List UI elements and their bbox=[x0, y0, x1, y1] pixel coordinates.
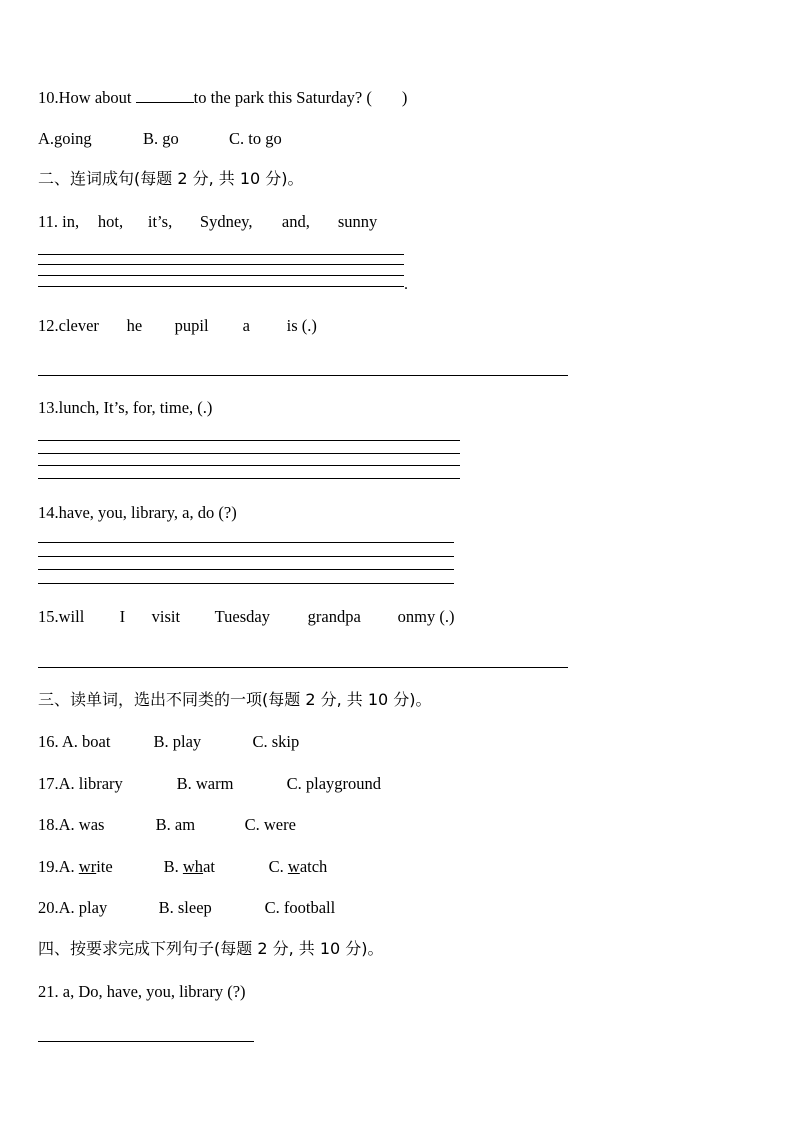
word: Tuesday bbox=[214, 607, 270, 626]
sentence-end-dot: . bbox=[404, 276, 408, 293]
question-14 bbox=[38, 503, 237, 523]
word: Sydney, bbox=[199, 212, 253, 231]
question-number: 13. bbox=[38, 398, 59, 417]
option-b: B. what bbox=[163, 857, 215, 876]
question-13 bbox=[38, 398, 212, 418]
question-number: 10. bbox=[38, 88, 59, 107]
answer-line[interactable] bbox=[38, 583, 454, 584]
option-b: B. go bbox=[143, 129, 179, 148]
word: clever bbox=[58, 316, 99, 335]
option-c: C. watch bbox=[268, 857, 328, 876]
question-number: 17. bbox=[38, 774, 59, 793]
word: onmy (.) bbox=[397, 607, 455, 626]
question-16 bbox=[38, 732, 299, 752]
answer-line[interactable] bbox=[38, 275, 404, 276]
word: pupil bbox=[174, 316, 209, 335]
word: sunny bbox=[337, 212, 378, 231]
answer-line[interactable] bbox=[38, 286, 404, 287]
question-number: 16 bbox=[38, 732, 55, 751]
answer-line[interactable] bbox=[38, 556, 454, 557]
question-number: 19. bbox=[38, 857, 59, 876]
word: it’s, bbox=[147, 212, 173, 231]
option-b: B. play bbox=[153, 732, 202, 751]
question-17 bbox=[38, 774, 381, 794]
question-18 bbox=[38, 815, 296, 835]
option-c: C. football bbox=[264, 898, 336, 917]
question-text-post: to the park this Saturday? ( bbox=[193, 88, 372, 107]
option-b: B. sleep bbox=[158, 898, 212, 917]
option-b: B. am bbox=[155, 815, 196, 834]
answer-line[interactable] bbox=[38, 542, 454, 543]
question-text: lunch, It’s, for, time, (.) bbox=[58, 398, 213, 417]
question-10-options bbox=[38, 129, 282, 149]
question-text: . a, Do, have, you, library (?) bbox=[54, 982, 246, 1001]
question-21 bbox=[38, 982, 246, 1002]
word: is (.) bbox=[286, 316, 317, 335]
answer-line[interactable] bbox=[38, 1041, 254, 1042]
section-2-heading: 二、连词成句(每题 2 分, 共 10 分)。 bbox=[38, 169, 304, 188]
answer-line[interactable] bbox=[38, 478, 460, 479]
question-number: 14. bbox=[38, 503, 59, 522]
option-a: A. library bbox=[58, 774, 123, 793]
question-number: 11 bbox=[38, 212, 54, 231]
option-c: C. to go bbox=[229, 129, 282, 148]
question-number: 12. bbox=[38, 316, 59, 335]
word: he bbox=[126, 316, 143, 335]
option-c: C. skip bbox=[252, 732, 300, 751]
option-c: C. were bbox=[244, 815, 296, 834]
question-19 bbox=[38, 857, 327, 877]
section-4-heading: 四、按要求完成下列句子(每题 2 分, 共 10 分)。 bbox=[38, 939, 384, 958]
question-15 bbox=[38, 607, 454, 627]
question-number: 20. bbox=[38, 898, 59, 917]
answer-line[interactable] bbox=[38, 465, 460, 466]
word: . in, bbox=[53, 212, 80, 231]
option-a: A. was bbox=[58, 815, 105, 834]
question-number: 18. bbox=[38, 815, 59, 834]
answer-line[interactable] bbox=[38, 453, 460, 454]
answer-blank[interactable] bbox=[136, 87, 194, 103]
option-a: . A. boat bbox=[54, 732, 111, 751]
option-b: B. warm bbox=[176, 774, 234, 793]
option-c: C. playground bbox=[286, 774, 382, 793]
answer-line[interactable] bbox=[38, 569, 454, 570]
question-number: 21 bbox=[38, 982, 55, 1001]
word: I bbox=[119, 607, 126, 626]
word: grandpa bbox=[307, 607, 361, 626]
question-20 bbox=[38, 898, 335, 918]
answer-line[interactable] bbox=[38, 264, 404, 265]
option-a: A. write bbox=[58, 857, 113, 876]
question-10 bbox=[38, 87, 407, 108]
word: visit bbox=[151, 607, 181, 626]
answer-line[interactable] bbox=[38, 667, 568, 668]
word: a bbox=[242, 316, 250, 335]
question-11 bbox=[38, 212, 377, 232]
section-3-heading: 三、读单词，选出不同类的一项(每题 2 分, 共 10 分)。 bbox=[38, 690, 432, 709]
answer-line[interactable] bbox=[38, 254, 404, 255]
word: will bbox=[58, 607, 85, 626]
bracket-close: ) bbox=[401, 88, 408, 107]
question-12 bbox=[38, 316, 317, 336]
option-a: A.going bbox=[38, 129, 92, 148]
answer-line[interactable] bbox=[38, 440, 460, 441]
question-text-pre: How about bbox=[58, 88, 136, 107]
question-text: have, you, library, a, do (?) bbox=[58, 503, 237, 522]
option-a: A. play bbox=[58, 898, 108, 917]
word: hot, bbox=[97, 212, 124, 231]
word: and, bbox=[281, 212, 310, 231]
question-number: 15. bbox=[38, 607, 59, 626]
answer-line[interactable] bbox=[38, 375, 568, 376]
